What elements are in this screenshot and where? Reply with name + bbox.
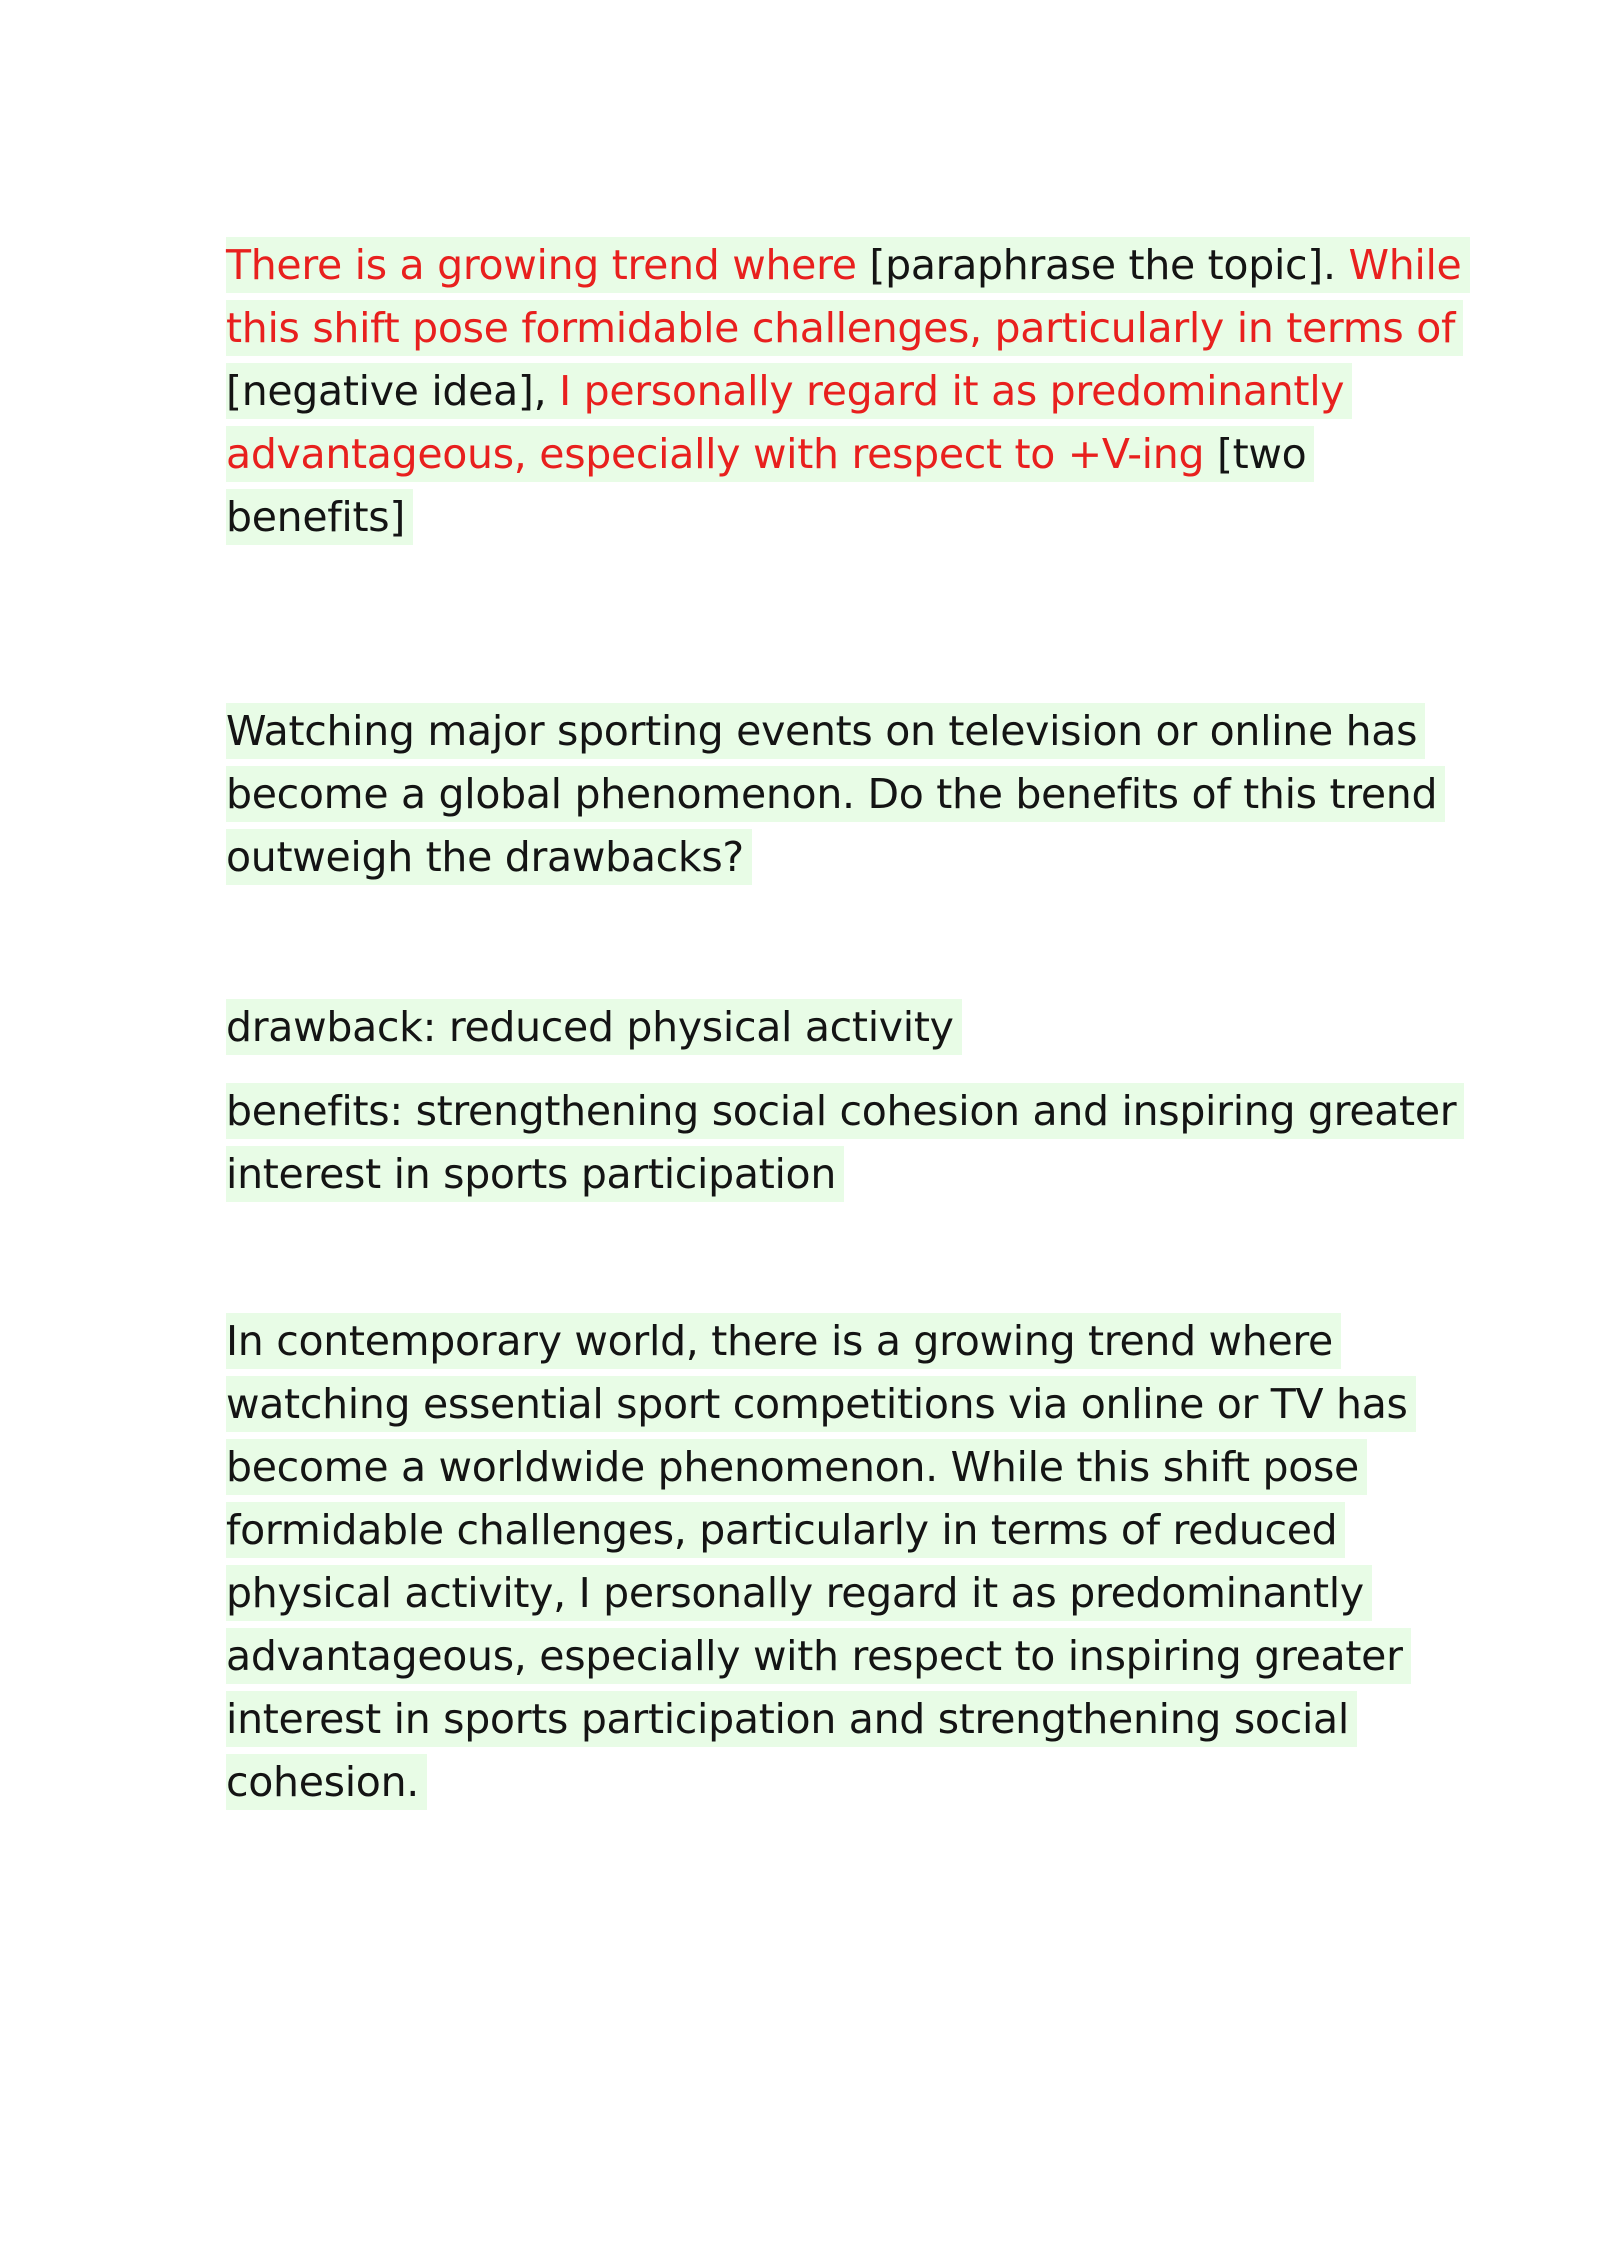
drawback-note: [226, 996, 1506, 1059]
prompt-paragraph: [226, 700, 1506, 889]
benefits-note: [226, 1080, 1506, 1206]
essay-paragraph: [226, 1310, 1506, 1814]
prompt-text: Watching major sporting events on television or online has become a global phenomenon. Do the benefits of this trend outweigh the drawbacks?: [226, 703, 1445, 885]
drawback-text: drawback: reduced physical activity: [226, 999, 962, 1055]
template-placeholder-negative: [negative idea],: [226, 367, 547, 415]
template-placeholder-benefits: [two benefits]: [226, 430, 1307, 541]
benefits-text: benefits: strengthening social cohesion and inspiring greater interest in sports participation: [226, 1083, 1464, 1202]
template-paragraph: [226, 234, 1506, 549]
essay-text: In contemporary world, there is a growing trend where watching essential sport competitions via online or TV has become a worldwide phenomenon. While this shift pose formidable challenges, particularly in terms of reduced physical activity, I personally regard it as predominantly advantageous, especially with respect to inspiring greater interest in sports participation and strengthening social cohesion.: [226, 1313, 1416, 1810]
template-phrase-1: There is a growing trend where: [226, 241, 857, 289]
template-phrase-2: While this shift pose formidable challenges, particularly in terms of: [226, 241, 1462, 352]
template-placeholder-topic: [paraphrase the topic].: [869, 241, 1336, 289]
template-phrase-3: I personally regard it as predominantly advantageous, especially with respect to +V-ing: [226, 367, 1345, 478]
